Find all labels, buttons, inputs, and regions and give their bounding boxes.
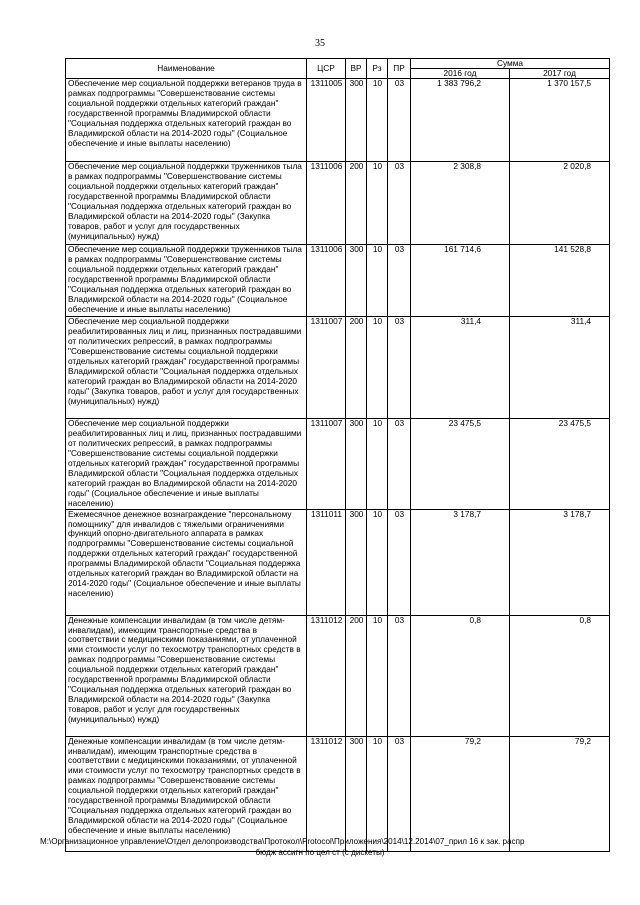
footer-line-2: бюдж ассигн по цел ст (с дискеты) [255, 848, 385, 857]
row-rz-cell: 10 [367, 509, 388, 615]
row-name-cell: Ежемесячное денежное вознаграждение "персональному помощнику" для инвалидов с тяжелыми ограничениями функций опорно-двигательного аппарата в рамках подпрограммы "Совершенствование системы социальной поддержки отдельных категорий граждан" государственной программы Владимирской области "Социальная поддержка отдельных категорий граждан во Владимирской области на 2014-2020 годы" (Социальное обеспечение и иные выплаты населению) [66, 509, 307, 615]
table-row [66, 79, 610, 162]
row-sum-2016-cell: 3 178,7 [411, 509, 510, 615]
row-sum-2017-cell: 1 370 157,5 [510, 79, 610, 162]
row-csr-cell: 1311012 [307, 736, 346, 851]
row-csr-cell: 1311012 [307, 615, 346, 736]
row-sum-2016-cell: 0,8 [411, 615, 510, 736]
row-rz-cell: 10 [367, 162, 388, 245]
table-row [66, 509, 610, 615]
row-pr-cell: 03 [388, 162, 411, 245]
row-name-cell: Обеспечение мер социальной поддержки труженников тыла в рамках подпрограммы "Совершенствование системы социальной поддержки отдельных категорий граждан" государственной программы Владимирской области "Социальная поддержка отдельных категорий граждан во Владимирской области на 2014-2020 годы" (Закупка товаров, работ и услуг для государственных (муниципальных) нужд) [66, 162, 307, 245]
row-csr-cell: 1311007 [307, 317, 346, 419]
table-row [66, 162, 610, 245]
row-rz-cell: 10 [367, 615, 388, 736]
row-sum-2016-cell: 79,2 [411, 736, 510, 851]
table-row [66, 736, 610, 851]
row-sum-2016-cell: 23 475,5 [411, 419, 510, 510]
row-pr-cell: 03 [388, 736, 411, 851]
row-sum-2017-cell: 3 178,7 [510, 509, 610, 615]
header-pr: ПР [388, 59, 411, 79]
row-rz-cell: 10 [367, 419, 388, 510]
table-row [66, 317, 610, 419]
header-year-2017: 2017 год [510, 69, 610, 79]
row-vr-cell: 200 [346, 317, 367, 419]
row-name-cell: Обеспечение мер социальной поддержки реабилитированных лиц и лиц, признанных пострадавшими от политических репрессий, в рамках подпрограммы "Совершенствование системы социальной поддержки отдельных категорий граждан" государственной программы Владимирской области "Социальная поддержка отдельных категорий граждан во Владимирской области на 2014-2020 годы" (Закупка товаров, работ и услуг для государственных (муниципальных) нужд) [66, 317, 307, 419]
row-sum-2016-cell: 161 714,6 [411, 245, 510, 317]
row-sum-2017-cell: 141 528,8 [510, 245, 610, 317]
row-csr-cell: 1311006 [307, 162, 346, 245]
row-sum-2017-cell: 2 020,8 [510, 162, 610, 245]
budget-table-container [65, 58, 609, 836]
header-csr: ЦСР [307, 59, 346, 79]
table-row [66, 615, 610, 736]
table-body [66, 79, 610, 852]
row-pr-cell: 03 [388, 509, 411, 615]
row-pr-cell: 03 [388, 615, 411, 736]
budget-table [65, 58, 610, 852]
row-sum-2017-cell: 311,4 [510, 317, 610, 419]
header-name: Наименование [66, 59, 307, 79]
header-sum: Сумма [411, 59, 610, 69]
row-name-cell: Обеспечение мер социальной поддержки реабилитированных лиц и лиц, признанных пострадавшими от политических репрессий, в рамках подпрограммы "Совершенствование системы социальной поддержки отдельных категорий граждан" государственной программы Владимирской области "Социальная поддержка отдельных категорий граждан во Владимирской области на 2014-2020 годы" (Социальное обеспечение и иные выплаты населению) [66, 419, 307, 510]
row-rz-cell: 10 [367, 245, 388, 317]
row-sum-2016-cell: 2 308,8 [411, 162, 510, 245]
table-row [66, 419, 610, 510]
row-rz-cell: 10 [367, 736, 388, 851]
row-name-cell: Денежные компенсации инвалидам (в том числе детям-инвалидам), имеющим транспортные средства в соответствии с медицинскими показаниями, от уплаченной ими стоимости услуг по техосмотру транспортных средств в рамках подпрограммы "Совершенствование системы социальной поддержки отдельных категорий граждан" государственной программы Владимирской области "Социальная поддержка отдельных категорий граждан во Владимирской области на 2014-2020 годы" (Социальное обеспечение и иные выплаты населению) [66, 736, 307, 851]
header-vr: ВР [346, 59, 367, 79]
row-name-cell: Обеспечение мер социальной поддержки труженников тыла в рамках подпрограммы "Совершенствование системы социальной поддержки отдельных категорий граждан" государственной программы Владимирской области "Социальная поддержка отдельных категорий граждан во Владимирской области на 2014-2020 годы" (Социальное обеспечение и иные выплаты населению) [66, 245, 307, 317]
row-pr-cell: 03 [388, 317, 411, 419]
row-vr-cell: 300 [346, 736, 367, 851]
row-csr-cell: 1311007 [307, 419, 346, 510]
row-pr-cell: 03 [388, 245, 411, 317]
file-path-footer [40, 836, 600, 858]
header-year-2016: 2016 год [411, 69, 510, 79]
row-csr-cell: 1311011 [307, 509, 346, 615]
row-sum-2017-cell: 79,2 [510, 736, 610, 851]
row-vr-cell: 300 [346, 509, 367, 615]
row-vr-cell: 300 [346, 79, 367, 162]
row-name-cell: Денежные компенсации инвалидам (в том числе детям-инвалидам), имеющим транспортные средства в соответствии с медицинскими показаниями, от уплаченной ими стоимости услуг по техосмотру транспортных средств в рамках подпрограммы "Совершенствование системы социальной поддержки отдельных категорий граждан" государственной программы Владимирской области "Социальная поддержка отдельных категорий граждан во Владимирской области на 2014-2020 годы" (Закупка товаров, работ и услуг для государственных (муниципальных) нужд) [66, 615, 307, 736]
row-rz-cell: 10 [367, 317, 388, 419]
row-csr-cell: 1311005 [307, 79, 346, 162]
row-sum-2017-cell: 23 475,5 [510, 419, 610, 510]
row-vr-cell: 300 [346, 419, 367, 510]
table-row [66, 245, 610, 317]
row-vr-cell: 300 [346, 245, 367, 317]
row-pr-cell: 03 [388, 79, 411, 162]
row-sum-2016-cell: 311,4 [411, 317, 510, 419]
row-csr-cell: 1311006 [307, 245, 346, 317]
row-vr-cell: 200 [346, 162, 367, 245]
footer-line-1: M:\Организационное управление\Отдел делопроизводства\Протокол\Protocol\Приложения\2014\12.2014\07_прил 16 к зак. распр [40, 837, 525, 846]
header-rz: Рз [367, 59, 388, 79]
page-number: 35 [315, 38, 325, 49]
row-vr-cell: 200 [346, 615, 367, 736]
row-sum-2017-cell: 0,8 [510, 615, 610, 736]
row-rz-cell: 10 [367, 79, 388, 162]
row-sum-2016-cell: 1 383 796,2 [411, 79, 510, 162]
row-name-cell: Обеспечение мер социальной поддержки ветеранов труда в рамках подпрограммы "Совершенствование системы социальной поддержки отдельных категорий граждан" государственной программы Владимирской области "Социальная поддержка отдельных категорий граждан во Владимирской области на 2014-2020 годы" (Социальное обеспечение и иные выплаты населению) [66, 79, 307, 162]
row-pr-cell: 03 [388, 419, 411, 510]
